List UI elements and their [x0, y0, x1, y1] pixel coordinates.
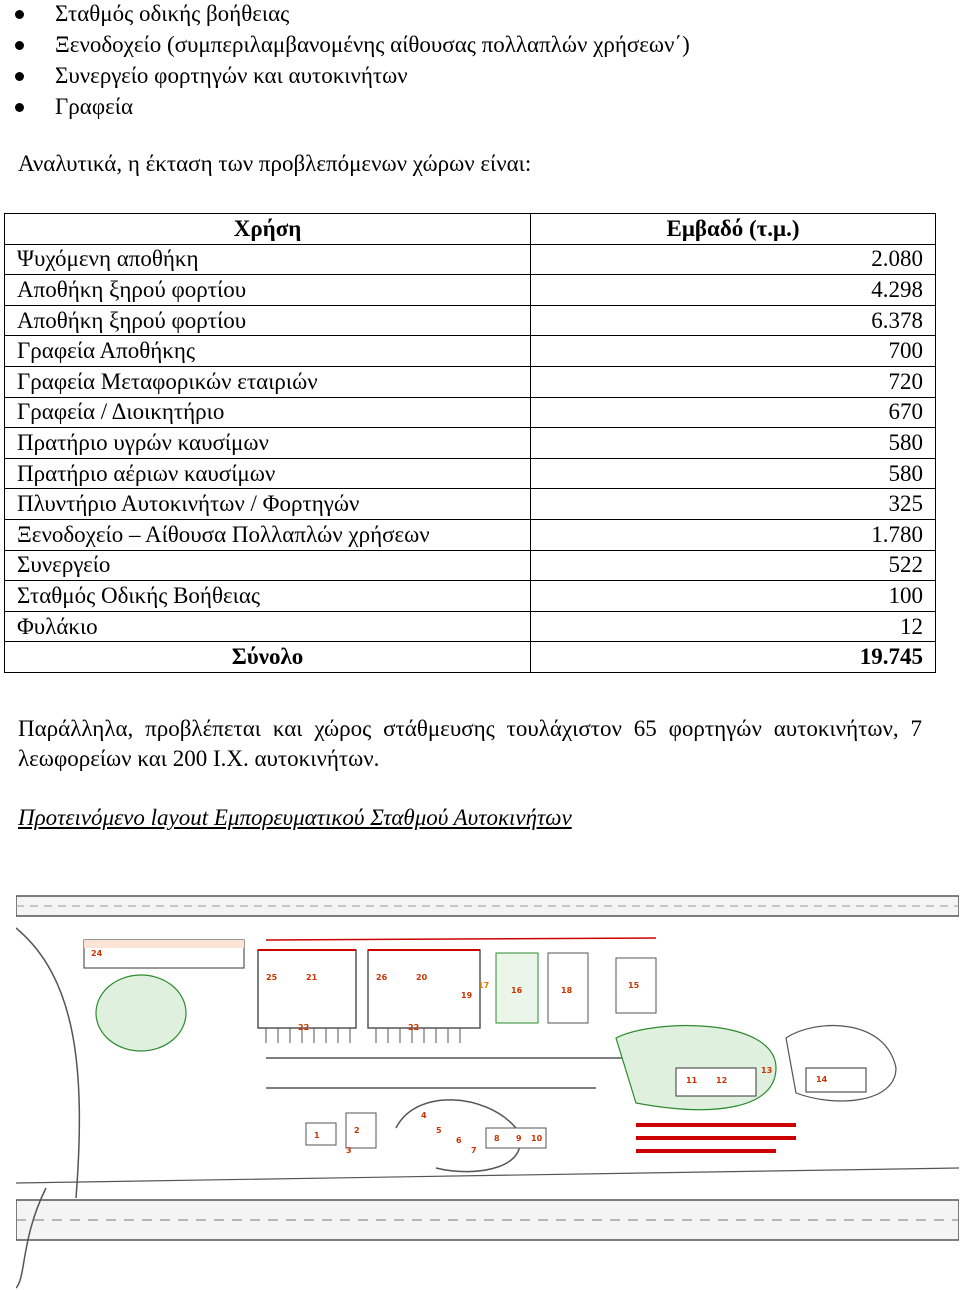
plan-label: 14	[816, 1075, 828, 1084]
area-cell: 325	[531, 489, 936, 520]
bullet-item: Συνεργείο φορτηγών και αυτοκινήτων	[55, 63, 408, 88]
use-cell: Γραφεία Μεταφορικών εταιριών	[5, 366, 531, 397]
warehouse-25-21	[258, 950, 356, 1028]
plan-label: 17	[478, 981, 490, 990]
plan-label: 13	[761, 1066, 773, 1075]
plan-label: 3	[346, 1146, 352, 1155]
plan-label: 2	[354, 1126, 360, 1135]
table-header-row	[5, 214, 936, 245]
loading-bays	[266, 1028, 460, 1043]
table-row	[5, 275, 936, 306]
table-row	[5, 366, 936, 397]
plan-label: 26	[376, 973, 388, 982]
plan-label: 25	[266, 973, 278, 982]
area-cell: 6.378	[531, 305, 936, 336]
plan-label: 9	[516, 1134, 522, 1143]
plan-label: 18	[561, 986, 573, 995]
area-cell: 580	[531, 458, 936, 489]
area-cell: 1.780	[531, 519, 936, 550]
building-2	[346, 1113, 376, 1148]
column-header-area: Εμβαδό (τ.μ.)	[531, 214, 936, 245]
use-cell: Αποθήκη ξηρού φορτίου	[5, 275, 531, 306]
left-green-area	[96, 975, 186, 1051]
building-14	[806, 1068, 866, 1092]
total-label: Σύνολο	[5, 642, 531, 673]
plan-label: 16	[511, 986, 523, 995]
plan-label: 5	[436, 1126, 442, 1135]
areas-table	[4, 213, 936, 673]
area-cell: 4.298	[531, 275, 936, 306]
use-cell: Πρατήριο υγρών καυσίμων	[5, 428, 531, 459]
use-cell: Πλυντήριο Αυτοκινήτων / Φορτηγών	[5, 489, 531, 520]
table-row	[5, 336, 936, 367]
table-row	[5, 397, 936, 428]
bullet-item: Ξενοδοχείο (συμπεριλαμβανομένης αίθουσας πολλαπλών χρήσεων΄)	[55, 32, 690, 57]
plan-label: 15	[628, 981, 640, 990]
table-row	[5, 458, 936, 489]
use-cell: Φυλάκιο	[5, 611, 531, 642]
use-cell: Συνεργείο	[5, 550, 531, 581]
area-cell: 100	[531, 581, 936, 612]
plan-label: 24	[91, 949, 103, 958]
use-cell: Γραφεία Αποθήκης	[5, 336, 531, 367]
bullet-item: Γραφεία	[55, 94, 133, 119]
table-row	[5, 611, 936, 642]
use-cell: Σταθμός Οδικής Βοήθειας	[5, 581, 531, 612]
column-header-use: Χρήση	[5, 214, 531, 245]
use-cell: Ξενοδοχείο – Αίθουσα Πολλαπλών χρήσεων	[5, 519, 531, 550]
use-cell: Αποθήκη ξηρού φορτίου	[5, 305, 531, 336]
building-1	[306, 1123, 336, 1145]
table-row	[5, 581, 936, 612]
warehouse-26-20	[368, 950, 480, 1028]
plan-label: 12	[716, 1076, 728, 1085]
table-row	[5, 244, 936, 275]
area-cell: 670	[531, 397, 936, 428]
use-cell: Γραφεία / Διοικητήριο	[5, 397, 531, 428]
plan-label: 4	[421, 1111, 427, 1120]
intro-text: Αναλυτικά, η έκταση των προβλεπόμενων χώρων είναι:	[18, 151, 532, 176]
bullet-item: Σταθμός οδικής βοήθειας	[55, 1, 290, 26]
table-row	[5, 550, 936, 581]
plan-label: 7	[471, 1146, 477, 1155]
plan-label: 1	[314, 1131, 320, 1140]
plan-label: 6	[456, 1136, 462, 1145]
plan-label: 21	[306, 973, 318, 982]
area-cell: 700	[531, 336, 936, 367]
table-total-row	[5, 642, 936, 673]
table-row	[5, 428, 936, 459]
use-cell: Ψυχόμενη αποθήκη	[5, 244, 531, 275]
table-row	[5, 489, 936, 520]
parking-paragraph: Παράλληλα, προβλέπεται και χώρος στάθμευσης τουλάχιστον 65 φορτηγών αυτοκινήτων, 7 λεωφορείων και 200 Ι.Χ. αυτοκινήτων.	[18, 716, 922, 771]
area-cell: 720	[531, 366, 936, 397]
car-parking	[636, 1123, 796, 1153]
plan-label: 10	[531, 1134, 543, 1143]
plan-label: 22	[298, 1023, 310, 1032]
plan-label: 22	[408, 1023, 420, 1032]
plan-label: 19	[461, 991, 473, 1000]
layout-caption: Προτεινόμενο layout Εμπορευματικού Σταθμού Αυτοκινήτων	[18, 805, 572, 830]
plan-label: 20	[416, 973, 428, 982]
area-cell: 2.080	[531, 244, 936, 275]
left-ramp	[16, 928, 79, 1198]
area-cell: 580	[531, 428, 936, 459]
table-row	[5, 305, 936, 336]
area-cell: 522	[531, 550, 936, 581]
plan-label: 11	[686, 1076, 698, 1085]
total-value: 19.745	[531, 642, 936, 673]
plan-label: 8	[494, 1134, 500, 1143]
use-cell: Πρατήριο αέριων καυσίμων	[5, 458, 531, 489]
site-layout-plan	[16, 868, 959, 1290]
table-row	[5, 519, 936, 550]
area-cell: 12	[531, 611, 936, 642]
